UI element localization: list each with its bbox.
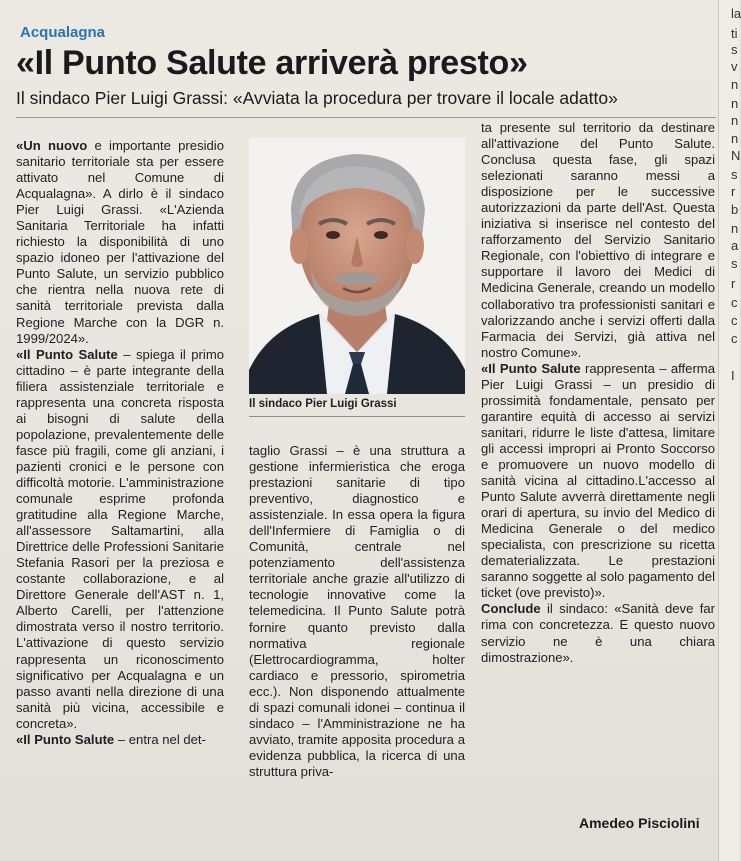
article-column-1 (16, 138, 224, 748)
article-column-2 (249, 443, 465, 780)
paragraph (481, 601, 715, 665)
paragraph (481, 120, 715, 361)
edge-fragment: c (731, 313, 738, 328)
paragraph (16, 138, 224, 347)
paragraph-text: ta presente sul territorio da destinare all'attivazione del Punto Salute. Conclusa questa fase, gli spazi selezionati saranno messi a disposizione per le successive autorizzazioni da parte dell'Ast. Questa iniziativa si inserisce nel contesto del rafforzamento del Servizio Sanitario Regionale, con l'obiettivo di integrare e supportare il lavoro dei Medici di Medicina Generale, creando un modello collaborativo tra professionisti sanitari e valorizzando anche i servizi offerti dalla Farmacia dei Servizi, già attiva nel nostro Comune». (481, 120, 715, 360)
paragraph (249, 443, 465, 780)
edge-fragment: n (731, 113, 739, 128)
paragraph-text: il sindaco: «Sanità deve far rima con concretezza. E questo nuovo servizio ne è una chiara dimostrazione». (481, 601, 715, 665)
headline: «Il Punto Salute arriverà presto» (16, 44, 528, 82)
edge-fragment: s (731, 256, 738, 271)
adjacent-column-edge (718, 0, 739, 861)
edge-fragment: b (731, 202, 739, 217)
edge-fragment: la (731, 6, 741, 21)
lead-in: «Il Punto Salute (16, 346, 118, 362)
caption-divider (249, 416, 465, 417)
header-divider (16, 117, 716, 118)
lead-in: «Un nuovo (16, 138, 88, 153)
portrait-illustration (249, 138, 465, 394)
paragraph (481, 361, 715, 602)
paragraph-text: – entra nel det- (114, 731, 206, 747)
lead-in: «Il Punto Salute (481, 360, 581, 376)
edge-fragment: n (731, 221, 739, 236)
paragraph (16, 347, 224, 732)
edge-fragment: r (731, 184, 736, 199)
paragraph-text: e importante presidio sanitario territoriale sta per essere attivato nel Comune di Acqualagna». A dirlo è il sindaco Pier Luigi Grassi. «L'Azienda Sanitaria Territoriale ha infatti richiesto la disponibilità di uno spazio idoneo per l'attivazione del Punto Salute, un servizio pubblico che rientra nella nuova rete di sanità territoriale prevista dalla Regione Marche con la DGR n. 1999/2024». (16, 138, 224, 346)
edge-fragment: s (731, 167, 738, 182)
section-location: Acqualagna (20, 24, 106, 41)
article-column-3 (481, 120, 715, 666)
edge-fragment: s (731, 42, 738, 57)
edge-fragment: c (731, 295, 738, 310)
edge-fragment: ti (731, 26, 738, 41)
edge-fragment: I (731, 368, 735, 383)
paragraph-text: – spiega il primo cittadino – è parte integrante della filiera assistenziale territoriale e rappresenta una concreta risposta ai bisogni di salute della popolazione, prevalentemente delle fasce più fragili, come gli anziani, i pazienti cronici e le persone con difficoltà motorie. L'amministrazione comunale esprime profonda gratitudine alla Regione Marche, all'assessore Saltamartini, alla Direttrice delle Professioni Sanitarie Stefania Rasori per la preziosa e costante collaborazione, e al Direttore Generale dell'AST n. 1, Alberto Carelli, per l'attenzione dimostrata verso il nostro territorio. L'attivazione di questo servizio rappresenta un riconoscimento significativo per Acqualagna e un passo avanti nella direzione di una sanità più vicina, accessibile e concreta». (16, 346, 225, 731)
edge-fragment: N (731, 148, 741, 163)
edge-fragment: a (731, 238, 739, 253)
paragraph-text: rappresenta – afferma Pier Luigi Grassi – un presidio di prossimità fondamentale, pensato per garantire equità di accesso ai servizi sanitari, ridurre le liste d'attesa, limitare gli accessi impropri ai Pronto Soccorso e promuovere un nuovo modello di sanità vicina al cittadino.L'accesso al Punto Salute avverrà direttamente negli orari di apertura, su invio del Medico di Medicina Generale o del medico specialista, con prescrizione su ricetta dematerializzata. Le prestazioni saranno soggette al solo pagamento del ticket (ove previsto)». (481, 360, 715, 601)
paragraph-text: taglio Grassi – è una struttura a gestione infermieristica che eroga prestazioni sanitarie di tipo preventivo, diagnostico e assistenziale. In essa opera la figura dell'Infermiere di Famiglia o di Comunità, centrale nel potenziamento dell'assistenza territoriale anche grazie all'utilizzo di tecnologie innovative come la telemedicina. Il Punto Salute potrà fornire quanto previsto dalla normativa regionale (Elettrocardiogramma, holter cardiaco e pressorio, spirometria ecc.). Non disponendo attualmente di spazi comunali idonei – continua il sindaco – l'Amministrazione ne ha avviato, tramite apposita procedura a evidenza pubblica, la ricerca di una struttura priva- (249, 443, 465, 779)
edge-fragment: n (731, 77, 739, 92)
subheadline: Il sindaco Pier Luigi Grassi: «Avviata la procedura per trovare il locale adatto» (16, 88, 618, 108)
mayor-photo (249, 138, 465, 394)
lead-in: Conclude (481, 601, 541, 617)
paragraph (16, 732, 224, 748)
edge-fragment: v (731, 59, 738, 74)
edge-fragment: c (731, 331, 738, 346)
lead-in: «Il Punto Salute (16, 731, 115, 747)
edge-fragment: n (731, 131, 739, 146)
author-byline: Amedeo Pisciolini (579, 815, 700, 831)
photo-caption: Il sindaco Pier Luigi Grassi (249, 398, 397, 410)
edge-fragment: n (731, 96, 739, 111)
edge-fragment: r (731, 276, 736, 291)
